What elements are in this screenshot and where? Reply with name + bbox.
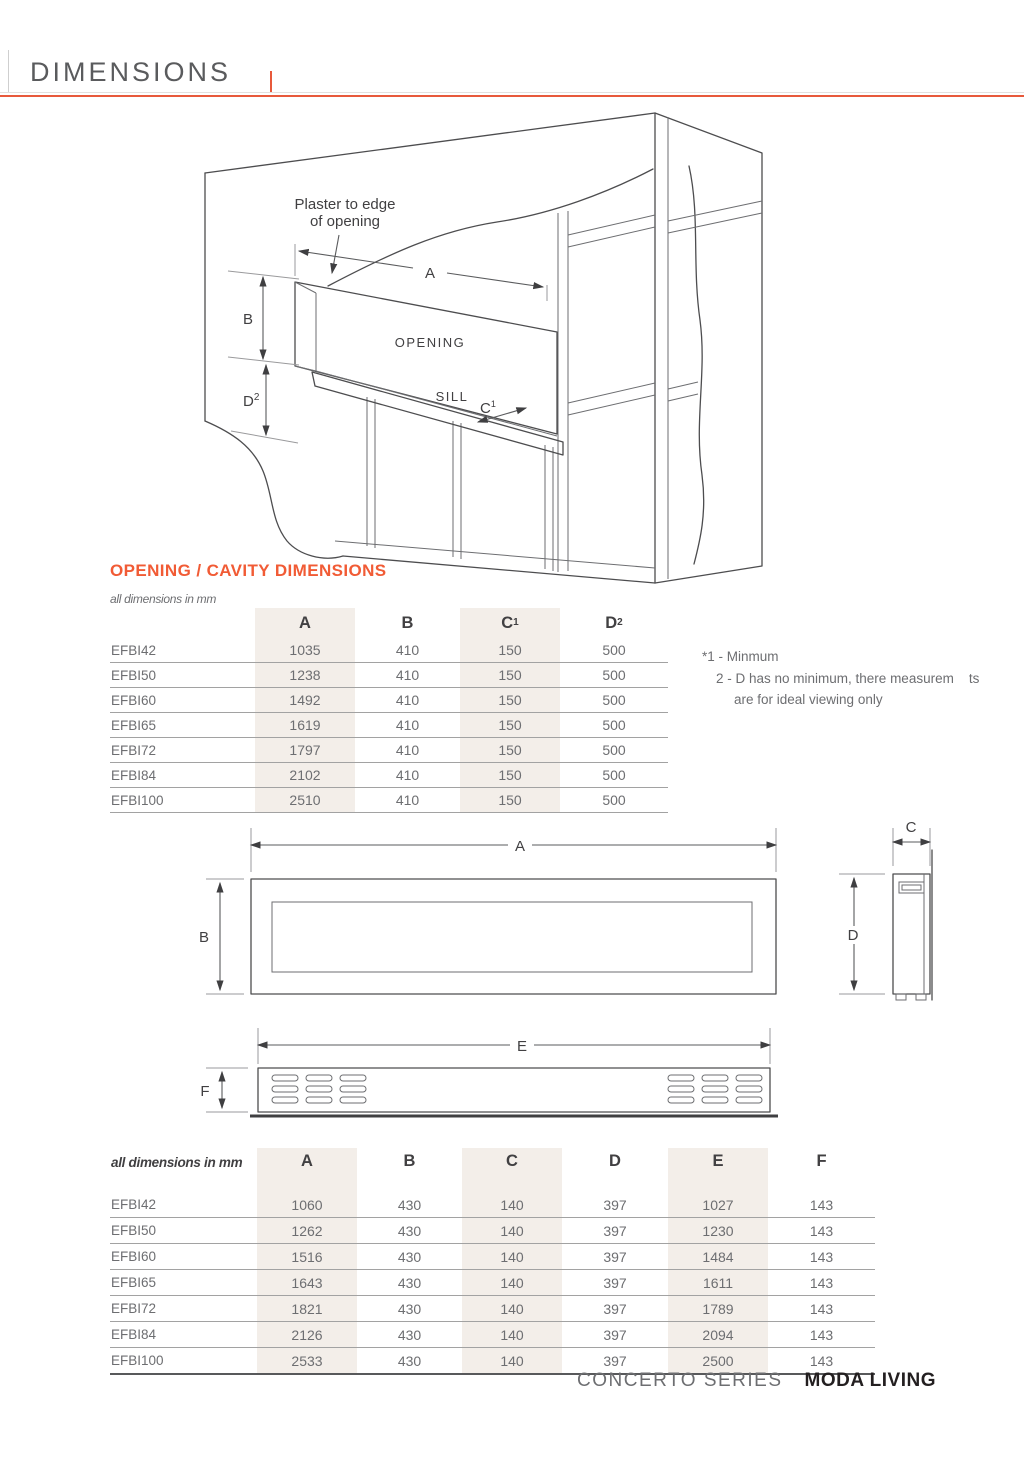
dim-value: 397 xyxy=(603,1196,627,1213)
model-label: EFBI65 xyxy=(111,1275,157,1290)
dim-value: 1516 xyxy=(257,1244,357,1269)
svg-text:C1: $C^1$ xyxy=(480,399,496,417)
dim-value: 143 xyxy=(809,1352,834,1369)
dim-value: 500 xyxy=(602,692,626,708)
dim-value: 150 xyxy=(460,763,560,787)
dim-value: 1060 xyxy=(257,1192,357,1217)
footnote-2: 2 - D has no minimum, there measurem ts xyxy=(716,670,980,686)
wall-outline xyxy=(205,113,762,583)
dim-value: 140 xyxy=(462,1244,562,1269)
fireplace-front-glass xyxy=(272,902,752,972)
dim-value: 430 xyxy=(397,1300,422,1317)
dim-value: 500 xyxy=(602,792,626,808)
dim-value: 143 xyxy=(809,1248,834,1265)
dim-value: 2126 xyxy=(257,1322,357,1347)
dim-value: 1492 xyxy=(255,688,355,712)
dim-value: 500 xyxy=(602,717,626,733)
plaster-label-line2: of opening xyxy=(309,213,381,230)
header-rule-gray xyxy=(0,92,1024,93)
dim-value: 140 xyxy=(462,1270,562,1295)
header-rule-orange xyxy=(0,95,1024,97)
column-header: D 2 xyxy=(605,613,623,632)
dim-value: 2102 xyxy=(255,763,355,787)
dim-value: 150 xyxy=(460,638,560,662)
footnotes xyxy=(702,646,1002,711)
wall-studs xyxy=(335,117,762,583)
page-edge-tick xyxy=(8,50,9,92)
fireplace-bottom-body xyxy=(258,1068,770,1112)
svg-text:A: A xyxy=(514,838,526,855)
footer-brand: MODA LIVING xyxy=(804,1370,936,1391)
column-header: D xyxy=(609,1152,621,1170)
cavity-table-header-row xyxy=(110,608,668,638)
dim-value: 150 xyxy=(460,688,560,712)
model-label: EFBI100 xyxy=(111,792,164,808)
dim-value: 2094 xyxy=(668,1322,768,1347)
dim-value: 143 xyxy=(809,1222,834,1239)
dim-value: 1484 xyxy=(668,1244,768,1269)
table-row xyxy=(110,1192,875,1218)
plaster-callout xyxy=(295,196,396,273)
opening-label: OPENING xyxy=(394,335,466,350)
footnote-1: *1 - Minmum xyxy=(702,649,779,664)
svg-text:D: D xyxy=(847,927,859,944)
model-label: EFBI50 xyxy=(111,667,157,683)
column-header: C xyxy=(462,1148,562,1196)
dim-value: 410 xyxy=(395,692,420,708)
dim-value: 2533 xyxy=(257,1348,357,1373)
cavity-table xyxy=(110,608,668,813)
dim-value: 1230 xyxy=(668,1218,768,1243)
dimension-b-front xyxy=(199,879,244,994)
product-table-header-row xyxy=(110,1146,875,1192)
column-header: A xyxy=(257,1148,357,1196)
model-label: EFBI65 xyxy=(111,717,157,733)
model-label: EFBI60 xyxy=(111,1249,157,1264)
dimension-d2 xyxy=(231,365,298,443)
dim-value: 397 xyxy=(603,1300,627,1317)
dim-value: 1821 xyxy=(257,1296,357,1321)
dim-value: 1035 xyxy=(255,638,355,662)
dim-value: 500 xyxy=(602,767,626,783)
svg-text:A: A xyxy=(424,265,436,282)
dim-value: 430 xyxy=(397,1274,422,1291)
dimension-c1 xyxy=(478,399,526,422)
dim-value: 1619 xyxy=(255,713,355,737)
footnote-2-cont: are for ideal viewing only xyxy=(734,692,883,707)
cavity-section-heading: OPENING / CAVITY DIMENSIONS xyxy=(110,561,387,580)
dim-value: 500 xyxy=(602,642,626,658)
vent-louvers xyxy=(272,1075,762,1103)
table-row xyxy=(110,1244,875,1270)
wall-opening xyxy=(295,282,557,436)
model-label: EFBI50 xyxy=(111,1223,157,1238)
dim-value: 143 xyxy=(809,1196,834,1213)
table-row xyxy=(110,788,668,813)
units-note: all dimensions in mm xyxy=(111,1155,243,1170)
model-label: EFBI42 xyxy=(111,1197,157,1212)
dim-value: 1611 xyxy=(668,1270,768,1295)
dim-value: 430 xyxy=(397,1248,422,1265)
dim-value: 410 xyxy=(395,717,420,733)
svg-text:B: B xyxy=(198,929,210,946)
table-row xyxy=(110,638,668,663)
table-row xyxy=(110,1322,875,1348)
table-row xyxy=(110,713,668,738)
bottom-view-diagram xyxy=(190,1018,950,1130)
dim-value: 150 xyxy=(460,788,560,812)
dim-value: 1027 xyxy=(668,1192,768,1217)
table-row xyxy=(110,763,668,788)
dim-value: 143 xyxy=(809,1300,834,1317)
dim-value: 143 xyxy=(809,1326,834,1343)
model-label: EFBI42 xyxy=(111,642,157,658)
side-vent-slot xyxy=(899,882,924,893)
dim-value: 1262 xyxy=(257,1218,357,1243)
dim-value: 410 xyxy=(395,742,420,758)
dim-value: 410 xyxy=(395,792,420,808)
dimension-c-side xyxy=(893,819,930,866)
svg-text:B: B xyxy=(242,311,253,328)
dim-value: 397 xyxy=(603,1274,627,1291)
table-row xyxy=(110,663,668,688)
model-label: EFBI84 xyxy=(111,767,157,783)
svg-text:F: F xyxy=(200,1083,210,1100)
dim-value: 1643 xyxy=(257,1270,357,1295)
column-header: A xyxy=(255,608,355,638)
dimension-e-bottom xyxy=(258,1028,770,1064)
foot xyxy=(896,994,906,1000)
dim-value: 397 xyxy=(603,1248,627,1265)
dim-value: 430 xyxy=(397,1352,422,1369)
dim-value: 150 xyxy=(460,713,560,737)
column-header: B xyxy=(401,613,414,632)
dim-value: 500 xyxy=(602,667,626,683)
dim-value: 500 xyxy=(602,742,626,758)
dim-value: 140 xyxy=(462,1348,562,1373)
dim-value: 143 xyxy=(809,1274,834,1291)
model-label: EFBI60 xyxy=(111,692,157,708)
table-row xyxy=(110,1270,875,1296)
dimension-f-bottom xyxy=(200,1068,248,1112)
dim-value: 430 xyxy=(397,1196,422,1213)
dim-value: 150 xyxy=(460,738,560,762)
dim-value: 397 xyxy=(603,1222,627,1239)
dimension-a-front xyxy=(251,828,776,872)
svg-text:D2: $D^2$ xyxy=(243,392,260,410)
dim-value: 430 xyxy=(397,1222,422,1239)
dim-value: 140 xyxy=(462,1322,562,1347)
units-note: all dimensions in mm xyxy=(110,592,217,606)
cavity-isometric-diagram xyxy=(195,105,795,605)
fireplace-front-frame xyxy=(251,879,776,994)
column-header: B xyxy=(403,1152,416,1170)
dim-value: 140 xyxy=(462,1192,562,1217)
model-label: EFBI84 xyxy=(111,1327,157,1342)
column-header: F xyxy=(816,1152,827,1170)
column-header: E xyxy=(668,1148,768,1196)
svg-text:C: C xyxy=(905,819,917,836)
sill xyxy=(312,372,563,455)
plaster-label-line1: Plaster to edge xyxy=(294,196,396,213)
page-footer xyxy=(577,1370,936,1392)
product-table xyxy=(110,1146,875,1375)
dim-value: 1789 xyxy=(668,1296,768,1321)
dim-value: 397 xyxy=(603,1352,627,1369)
dim-value: 2510 xyxy=(255,788,355,812)
side-view-diagram xyxy=(833,812,1023,1012)
dim-value: 410 xyxy=(395,767,420,783)
dim-value: 150 xyxy=(460,663,560,687)
page-title: DIMENSIONS xyxy=(30,57,232,87)
dimension-a xyxy=(295,244,547,301)
table-row xyxy=(110,1218,875,1244)
dim-value: 1238 xyxy=(255,663,355,687)
title-divider-bar xyxy=(270,71,272,93)
model-label: EFBI72 xyxy=(111,1301,157,1316)
table-row xyxy=(110,738,668,763)
dim-value: 1797 xyxy=(255,738,355,762)
dim-value: 140 xyxy=(462,1218,562,1243)
dim-value: 410 xyxy=(395,667,420,683)
dimension-b xyxy=(228,271,299,365)
table-row xyxy=(110,1296,875,1322)
model-label: EFBI100 xyxy=(111,1353,164,1368)
dimension-d-side xyxy=(839,874,885,994)
sill-label: SILL xyxy=(435,389,469,404)
model-label: EFBI72 xyxy=(111,742,157,758)
table-row xyxy=(110,688,668,713)
dim-value: 2500 xyxy=(668,1348,768,1373)
dim-value: 140 xyxy=(462,1296,562,1321)
dim-value: 430 xyxy=(397,1326,422,1343)
svg-text:E: E xyxy=(516,1038,528,1055)
dim-value: 410 xyxy=(395,642,420,658)
footer-series: CONCERTO SERIES xyxy=(577,1370,783,1391)
foot xyxy=(916,994,926,1000)
dim-value: 397 xyxy=(603,1326,627,1343)
column-header: C 1 xyxy=(460,608,560,638)
torn-plaster-edges xyxy=(205,166,704,564)
